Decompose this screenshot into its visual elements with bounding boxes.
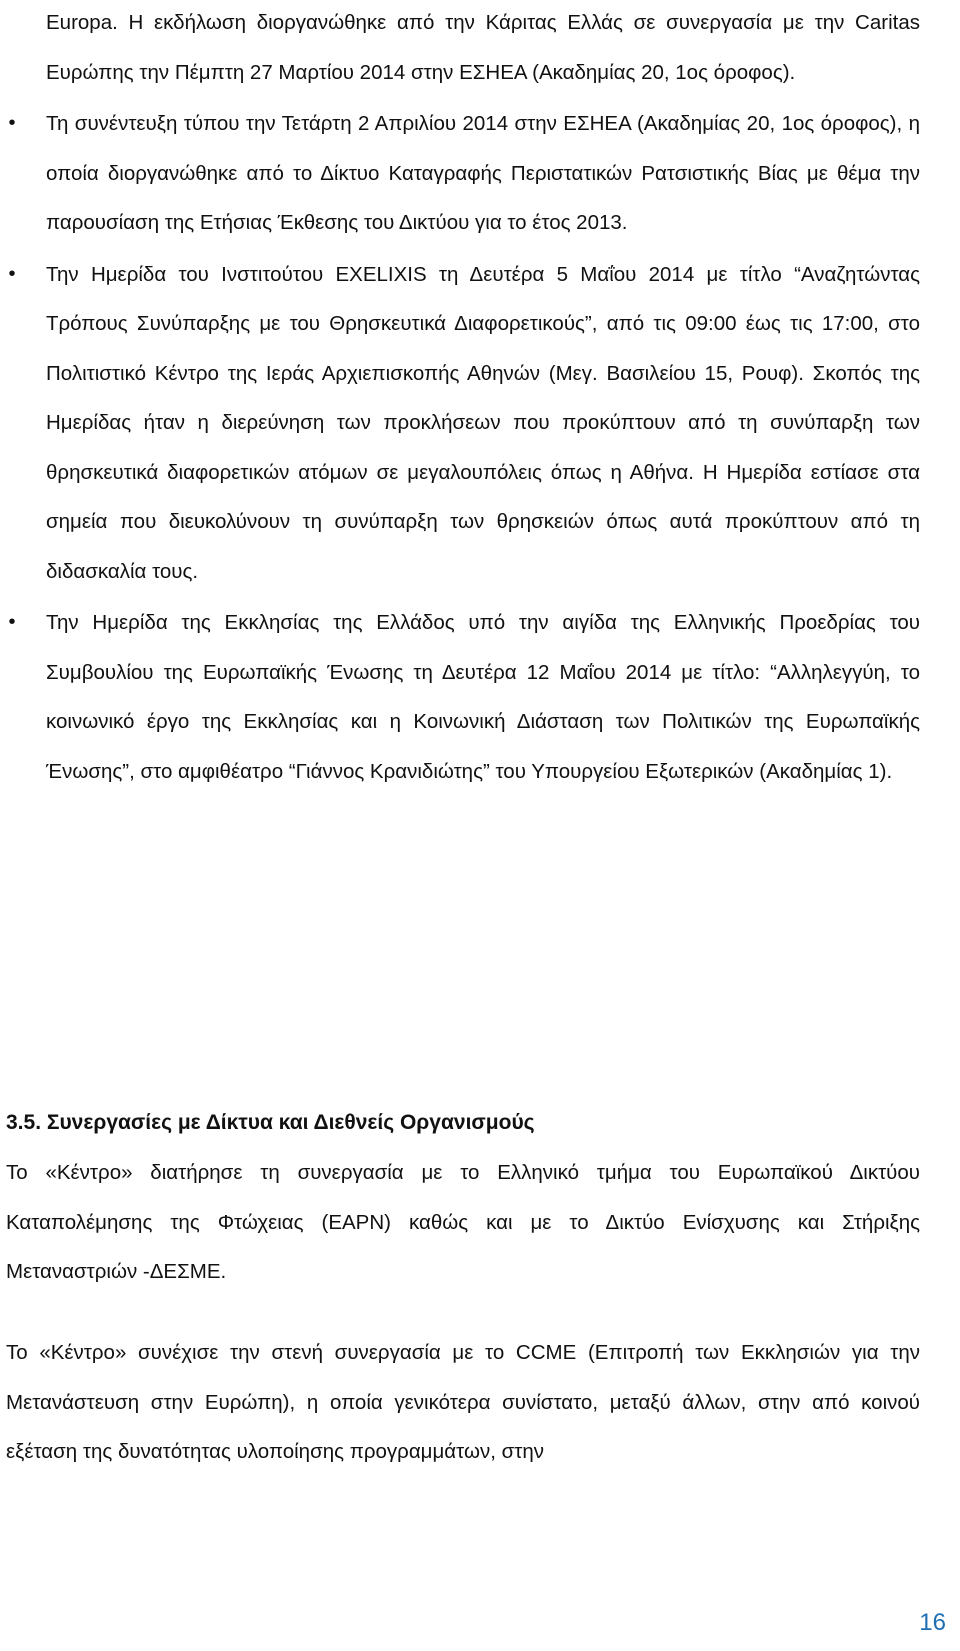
bullet-text: Τη συνέντευξη τύπου την Τετάρτη 2 Απριλίου 2014 στην ΕΣΗΕΑ (Ακαδημίας 20, 1ος όροφος), η οποία διοργανώθηκε από το Δίκτυο Καταγραφής Περιστατικών Ρατσιστικής Βίας με θέμα την παρουσίαση της Ετήσιας Έκθεσης του Δικτύου για το έτος 2013.: [46, 112, 920, 234]
bullet-item: [8, 99, 920, 248]
bullet-text: Europa. Η εκδήλωση διοργανώθηκε από την Κάριτας Ελλάς σε συνεργασία με την Caritas Ευρώπης την Πέμπτη 27 Μαρτίου 2014 στην ΕΣΗΕΑ (Ακαδημίας 20, 1ος όροφος).: [46, 11, 920, 84]
bullet-text: Την Ημερίδα της Εκκλησίας της Ελλάδος υπό την αιγίδα της Ελληνικής Προεδρίας του Συμβουλίου της Ευρωπαϊκής Ένωσης τη Δευτέρα 12 Μαΐου 2014 με τίτλο: “Αλληλεγγύη, το κοινωνικό έργο της Εκκλησίας και η Κοινωνική Διάσταση των Πολιτικών της Ευρωπαϊκής Ένωσης”, στο αμφιθέατρο “Γιάννος Κρανιδιώτης” του Υπουργείου Εξωτερικών (Ακαδημίας 1).: [46, 611, 920, 783]
body-paragraph: Το «Κέντρο» συνέχισε την στενή συνεργασία με το CCME (Επιτροπή των Εκκλησιών για την Μετανάστευση στην Ευρώπη), η οποία γενικότερα συνίστατο, μεταξύ άλλων, στην από κοινού εξέταση της δυνατότητας υλοποίησης προγραμμάτων, στην: [6, 1341, 920, 1463]
bullet-text: Την Ημερίδα του Ινστιτούτου EXELIXIS τη Δευτέρα 5 Μαΐου 2014 με τίτλο “Αναζητώντας Τρόπους Συνύπαρξης με του Θρησκευτικά Διαφορετικούς”, από τις 09:00 έως τις 17:00, στο Πολιτιστικό Κέντρο της Ιεράς Αρχιεπισκοπής Αθηνών (Μεγ. Βασιλείου 15, Ρουφ). Σκοπός της Ημερίδας ήταν η διερεύνηση των προκλήσεων που προκύπτουν από τη συνύπαρξη των θρησκευτικά διαφορετικών ατόμων σε μεγαλουπόλεις όπως η Αθήνα. Η Ημερίδα εστίασε στα σημεία που διευκολύνουν τη συνύπαρξη των θρησκειών όπως αυτά προκύπτουν από τη διδασκαλία τους.: [46, 262, 920, 583]
bullet-list: [8, 0, 920, 798]
bullet-item: [8, 598, 920, 796]
section-heading: 3.5. Συνεργασίες με Δίκτυα και Διεθνείς Οργανισμούς: [6, 1111, 535, 1134]
bullet-item: [8, 250, 920, 597]
bullet-item-continued: [46, 0, 920, 97]
bullet-icon: •: [8, 262, 16, 285]
bullet-icon: •: [8, 611, 16, 633]
body-paragraph: Το «Κέντρο» διατήρησε τη συνεργασία με το Ελληνικό τμήμα του Ευρωπαϊκού Δικτύου Καταπολέμησης της Φτώχειας (EAPN) καθώς και με το Δικτύο Ενίσχυσης και Στήριξης Μεταναστριών -ΔΕΣΜΕ.: [6, 1161, 920, 1283]
page-number: 16: [919, 1609, 946, 1636]
bullet-icon: •: [8, 112, 16, 134]
